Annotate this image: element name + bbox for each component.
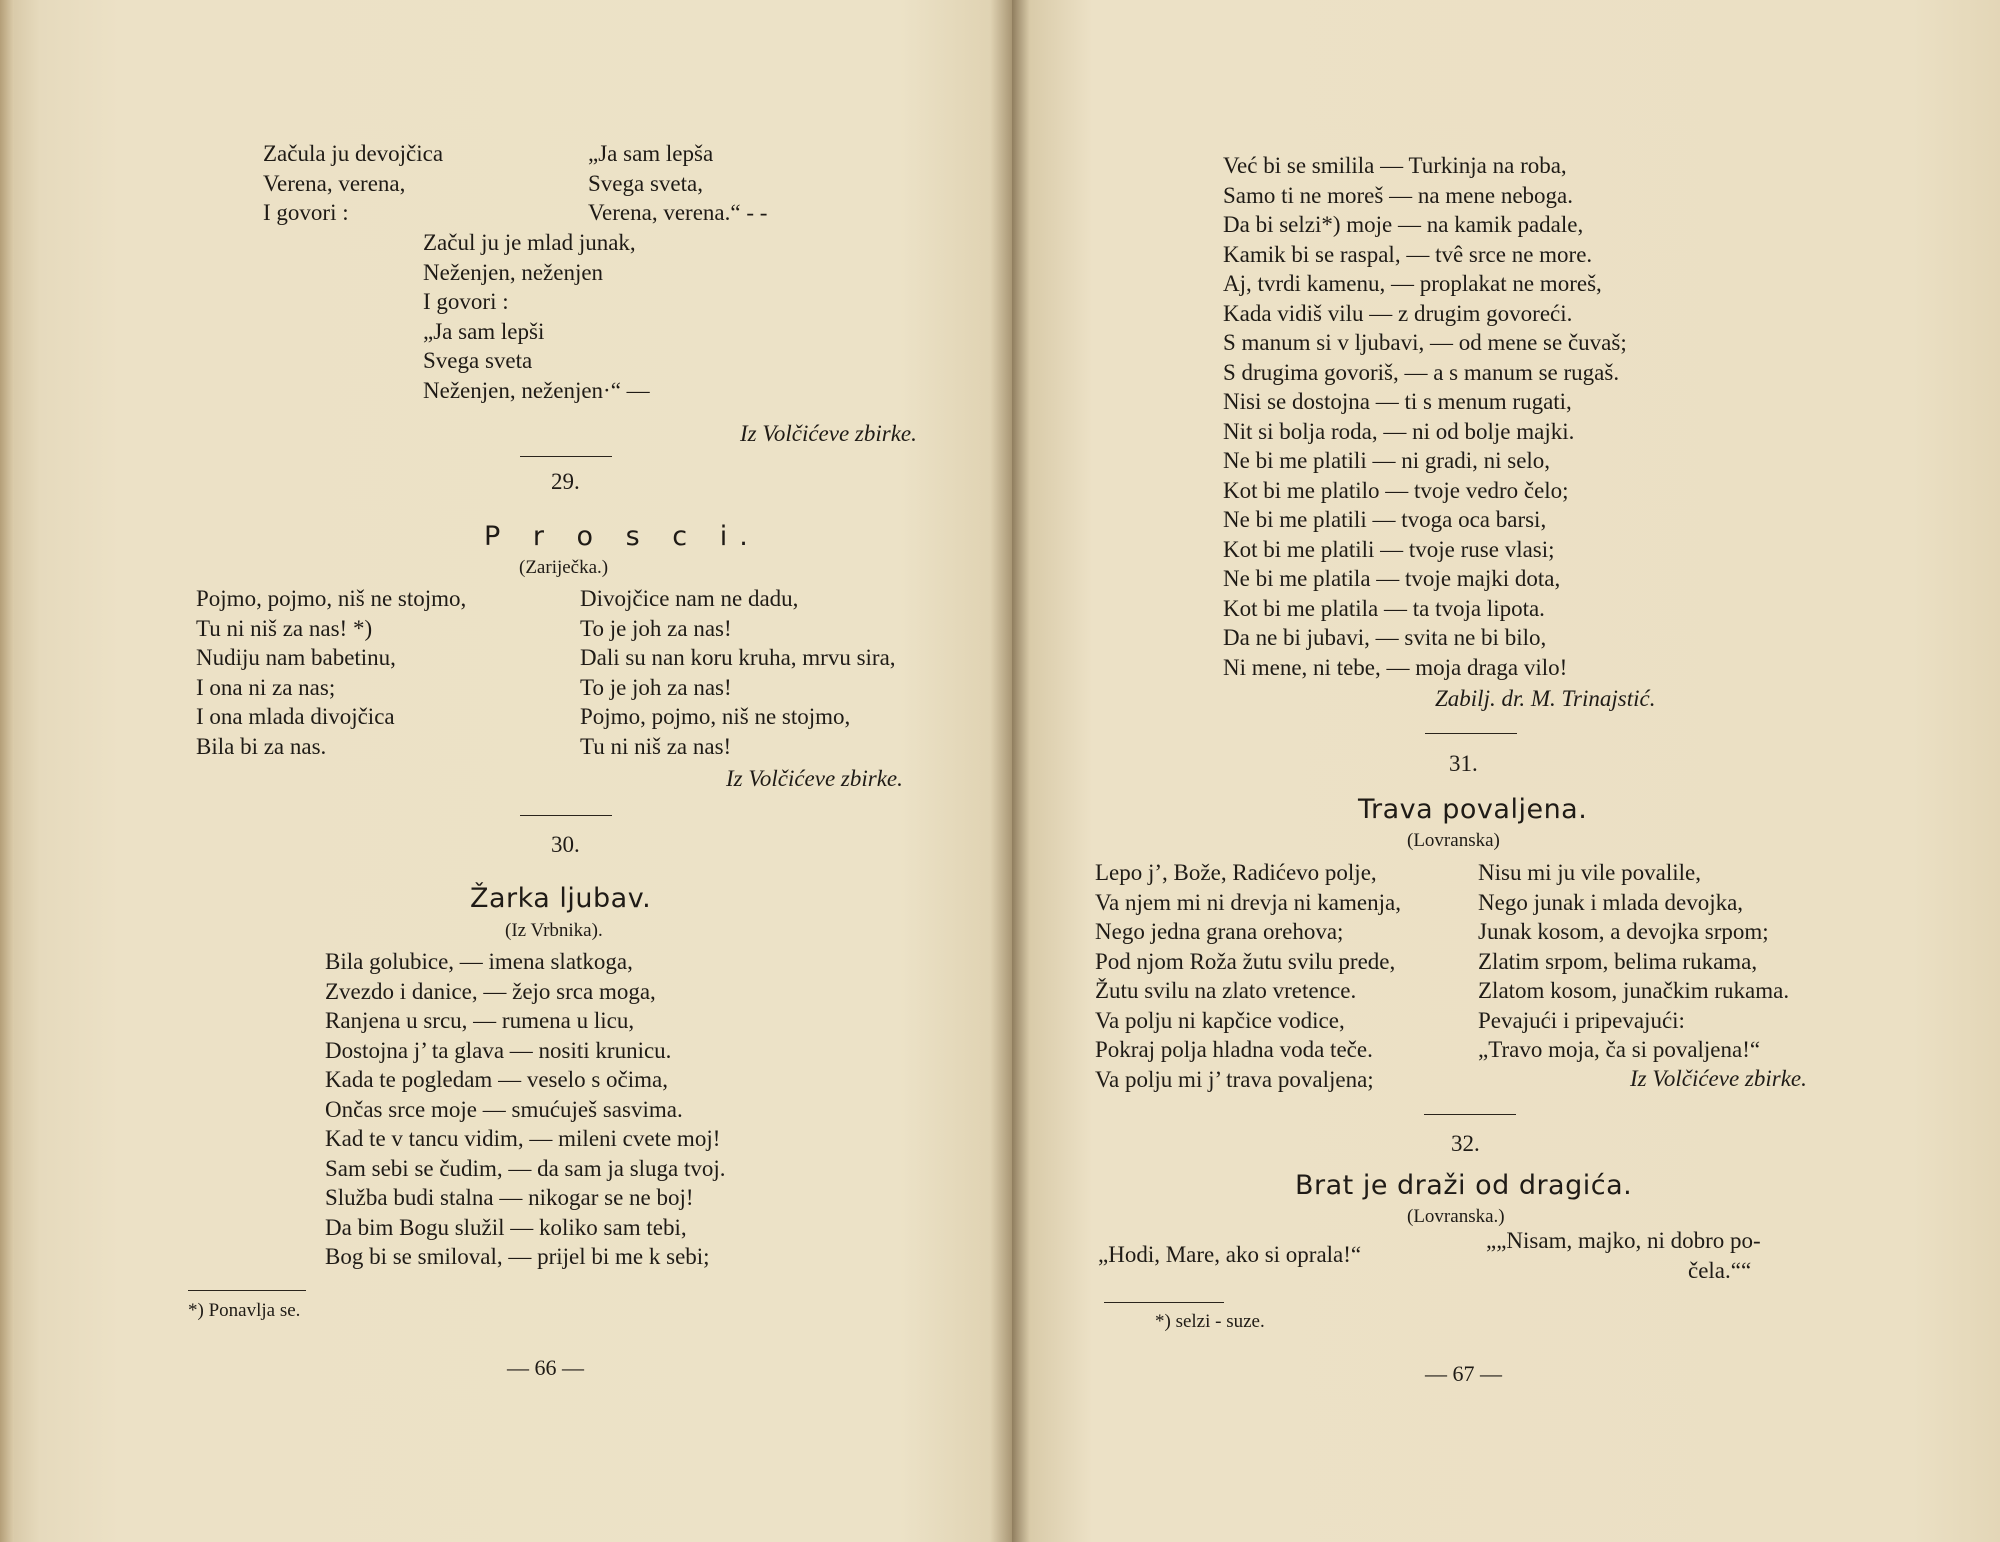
poem-line: Divojčice nam ne dadu, [580,586,799,611]
poem-line: S manum si v ljubavi, — od mene se čuvaš; [1223,330,1627,355]
poem-line: Žutu svilu na zlato vretence. [1095,978,1357,1003]
poem-line: Nisi se dostojna — ti s menum rugati, [1223,389,1572,414]
poem-line: Začula ju devojčica [263,141,444,166]
poem-line: Ončas srce moje — smućuješ sasvima. [325,1096,683,1122]
poem-line: Kot bi me platilo — tvoje vedro čelo; [1223,477,1569,503]
poem-line: To je joh za nas! [580,615,732,641]
poem-line: Već bi se smilila — Turkinja na roba, [1223,153,1567,178]
poem-line: Aj, tvrdi kamenu, — proplakat ne moreš, [1223,271,1602,296]
poem-line: Nego jedna grana orehova; [1095,919,1344,944]
poem-line: Tu ni niš za nas! [580,733,732,759]
poem-right-column [1478,858,1789,1065]
poem-line: Nit si bolja roda, — ni od bolje majki. [1223,418,1575,444]
poem-line: Da bi selzi*) moje — na kamik padale, [1223,212,1584,237]
poem-line: „Hodi, Mare, ako si oprala!“ [1098,1242,1362,1267]
poem-number: 30. [551,832,580,857]
source-attribution: Iz Volčićeve zbirke. [1630,1066,1807,1091]
poem-line: Kada te pogledam — veselo s očima, [325,1067,668,1092]
poem-line: Kamik bi se raspal, — tvê srce ne more. [1223,241,1593,267]
page-number: — 67 — [1425,1361,1502,1386]
poem-line: Ne bi me platila — tvoje majki dota, [1223,566,1561,591]
poem-line: Da bim Bogu služil — koliko sam tebi, [325,1214,687,1240]
poem-line: Svega sveta, [588,170,703,196]
poem-line: Pojmo, pojmo, niš ne stojmo, [196,586,467,611]
poem-title: P r o s c i. [484,521,760,552]
right-page [1012,0,2000,1542]
poem-line: Kad te v tancu vidim, — mileni cvete moj! [325,1126,721,1151]
poem-right-column [580,584,896,761]
poem-line: Pojmo, pojmo, niš ne stojmo, [580,704,851,729]
poem-line: Pevajući i pripevajući: [1478,1007,1685,1033]
footnote-rule [1104,1302,1224,1303]
poem-line: „„Nisam, majko, ni dobro po- [1486,1228,1761,1253]
poem-subtitle: (Zariječka.) [519,557,609,578]
poem-line: „Travo moja, ča si povaljena!“ [1478,1037,1761,1062]
poem-line: Sam sebi se čudim, — da sam ja sluga tvoj. [325,1155,726,1181]
poem-line: To je joh za nas! [580,674,732,700]
poem-line: Dali su nan koru kruha, mrvu sira, [580,645,896,670]
poem-line: Va njem mi ni drevja ni kamenja, [1095,889,1401,915]
poem-line: čela.““ [1688,1258,1752,1283]
poem-subtitle: (Lovranska) [1407,830,1500,851]
poem-line: Neženjen, neženjen·“ — [423,377,650,403]
intro-right-column [588,139,767,228]
poem-line: Bog bi se smiloval, — prijel bi me k sebi; [325,1244,710,1269]
source-attribution: Iz Volčićeve zbirke. [740,421,917,446]
section-divider [520,815,612,816]
poem-title: Brat je draži od dragića. [1295,1170,1633,1201]
poem-line: Nego junak i mlada devojka, [1478,889,1744,915]
poem-subtitle: (Iz Vrbnika). [505,920,603,941]
poem-line: Začul ju je mlad junak, [423,230,636,255]
poem-line: Nudiju nam babetinu, [196,645,396,670]
poem-line: Va polju mi j’ trava povaljena; [1095,1066,1374,1092]
poem-line: Dostojna j’ ta glava — nositi krunicu. [325,1037,672,1063]
poem-line: Pod njom Roža žutu svilu prede, [1095,948,1396,974]
poem-line: Zlatim srpom, belima rukama, [1478,948,1758,974]
poem-line: Lepo j’, Bože, Radićevo polje, [1095,860,1377,885]
section-divider [520,456,612,457]
poem-number: 32. [1451,1131,1480,1156]
section-divider [1424,1114,1516,1115]
source-attribution: Iz Volčićeve zbirke. [726,766,903,791]
poem-title: Žarka ljubav. [470,883,652,914]
poem-number: 31. [1449,751,1478,776]
footnote-rule [188,1290,306,1291]
poem-line: I ona ni za nas; [196,674,336,700]
poem-line: Bila golubice, — imena slatkoga, [325,949,633,974]
poem-line: „Ja sam lepši [423,318,545,344]
poem-line: Bila bi za nas. [196,733,327,759]
poem-line: Va polju ni kapčice vodice, [1095,1007,1345,1033]
page-number: — 66 — [507,1355,584,1380]
page-edge [0,0,14,1542]
footnote: *) selzi - suze. [1155,1311,1265,1332]
poem-line: Verena, verena.“ - - [588,200,768,225]
poem-line: Samo ti ne moreš — na mene neboga. [1223,182,1574,208]
poem-line: S drugima govoriš, — a s manum se rugaš. [1223,359,1620,385]
poem-line: Svega sveta [423,348,533,373]
poem-line: Verena, verena, [263,170,406,196]
poem-line: Tu ni niš za nas! *) [196,615,373,641]
poem-line: Kot bi me platili — tvoje ruse vlasi; [1223,536,1555,562]
poem-line: Ne bi me platili — tvoga oca barsi, [1223,507,1547,532]
poem-line: Nisu mi ju vile povalile, [1478,860,1701,885]
poem-line: Neženjen, neženjen [423,259,604,285]
poem-left-column [196,584,466,761]
section-divider [1425,733,1517,734]
poem-line: Ne bi me platili — ni gradi, ni selo, [1223,448,1551,473]
poem-line: Kot bi me platila — ta tvoja lipota. [1223,595,1545,621]
intro-left-column [263,139,443,228]
poem-left-column [1095,858,1401,1094]
poem-line: Ni mene, ni tebe, — moja draga vilo! [1223,654,1568,680]
poem-line: Junak kosom, a devojka srpom; [1478,919,1769,944]
poem-line: Služba budi stalna — nikogar se ne boj! [325,1185,694,1210]
source-attribution: Zabilj. dr. M. Trinajstić. [1435,686,1656,711]
poem-line: Kada vidiš vilu — z drugim govoreći. [1223,300,1573,326]
poem-line: I govori : [263,200,349,225]
poem-number: 29. [551,469,580,494]
intro-center-column [423,228,650,405]
poem-subtitle: (Lovranska.) [1407,1206,1505,1227]
poem-line: I govori : [423,289,509,314]
poem-body [325,947,726,1272]
poem-line: „Ja sam lepša [588,141,714,166]
poem-line: Pokraj polja hladna voda teče. [1095,1037,1373,1062]
poem-line: Zlatom kosom, junačkim rukama. [1478,978,1790,1003]
poem-line: I ona mlada divojčica [196,704,395,729]
poem-title: Trava povaljena. [1358,794,1588,825]
poem-line: Ranjena u srcu, — rumena u licu, [325,1008,635,1033]
poem-line: Da ne bi jubavi, — svita ne bi bilo, [1223,625,1547,650]
poem-line: Zvezdo i danice, — žejo srca moga, [325,978,656,1004]
poem-continued-body [1223,151,1627,682]
footnote: *) Ponavlja se. [188,1300,301,1321]
